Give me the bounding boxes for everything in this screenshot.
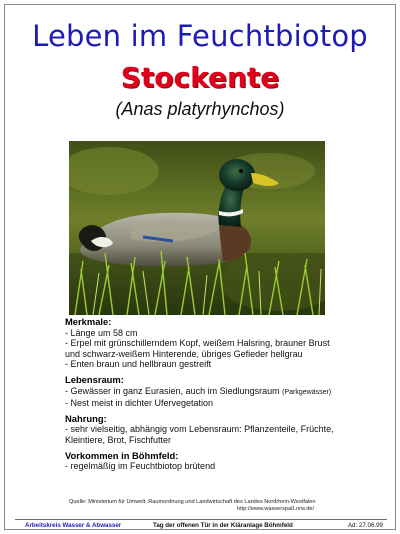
poster-sheet xyxy=(4,4,396,530)
list-item: - Länge um 58 cm xyxy=(65,327,138,338)
section-heading-features: Merkmale: xyxy=(65,316,112,327)
section-heading-food: Nahrung: xyxy=(65,412,107,424)
list-item: Kleintiere, Brot, Fischfutter xyxy=(65,434,172,445)
list-item-note: (Parkgewässer) xyxy=(282,388,332,396)
mallard-photo xyxy=(69,141,325,315)
list-item: - Enten braun und hellbraun gestreift xyxy=(65,359,212,370)
duck-head xyxy=(219,159,255,191)
fact-sheet xyxy=(65,317,365,472)
footer-date: Ad: 27.06.99 xyxy=(347,522,383,529)
footer xyxy=(17,521,387,531)
source-line: Quelle: Ministerium für Umwelt, Raumordnung und Landwirtschaft des Landes Nordrhein-Westfalen xyxy=(69,499,316,505)
list-item: - sehr vielseitig, abhängig vom Lebensraum: Pflanzenteile, Früchte, xyxy=(65,424,334,435)
source-url: http://www.wasserspaß.nrw.de/ xyxy=(237,506,315,512)
latin-name: (Anas platyrhynchos) xyxy=(115,99,285,119)
list-item: - Erpel mit grünschillerndem Kopf, weißem Halsring, brauner Brust xyxy=(65,338,330,349)
footer-divider xyxy=(15,519,387,520)
source-note xyxy=(69,499,379,513)
list-item xyxy=(65,386,365,399)
section-heading-occurrence: Vorkommen in Böhmfeld: xyxy=(65,449,179,461)
footer-organization: Arbeitskreis Wasser & Abwasser xyxy=(25,522,122,529)
list-item-text: - Gewässer in ganz Eurasien, auch im Siedlungsraum xyxy=(65,385,280,396)
footer-event: Tag der offenen Tür in der Kläranlage Böhmfeld xyxy=(153,522,293,529)
species-name: Stockente xyxy=(120,61,280,94)
list-item: und schwarz-weißem Hinterende, übriges Gefieder hellgrau xyxy=(65,348,303,359)
section-heading-habitat: Lebensraum: xyxy=(65,373,124,385)
list-item: - regelmäßig im Feuchtbiotop brütend xyxy=(65,461,216,472)
page-title: Leben im Feuchtbiotop xyxy=(32,19,368,53)
list-item: - Nest meist in dichter Ufervegetation xyxy=(65,398,214,409)
